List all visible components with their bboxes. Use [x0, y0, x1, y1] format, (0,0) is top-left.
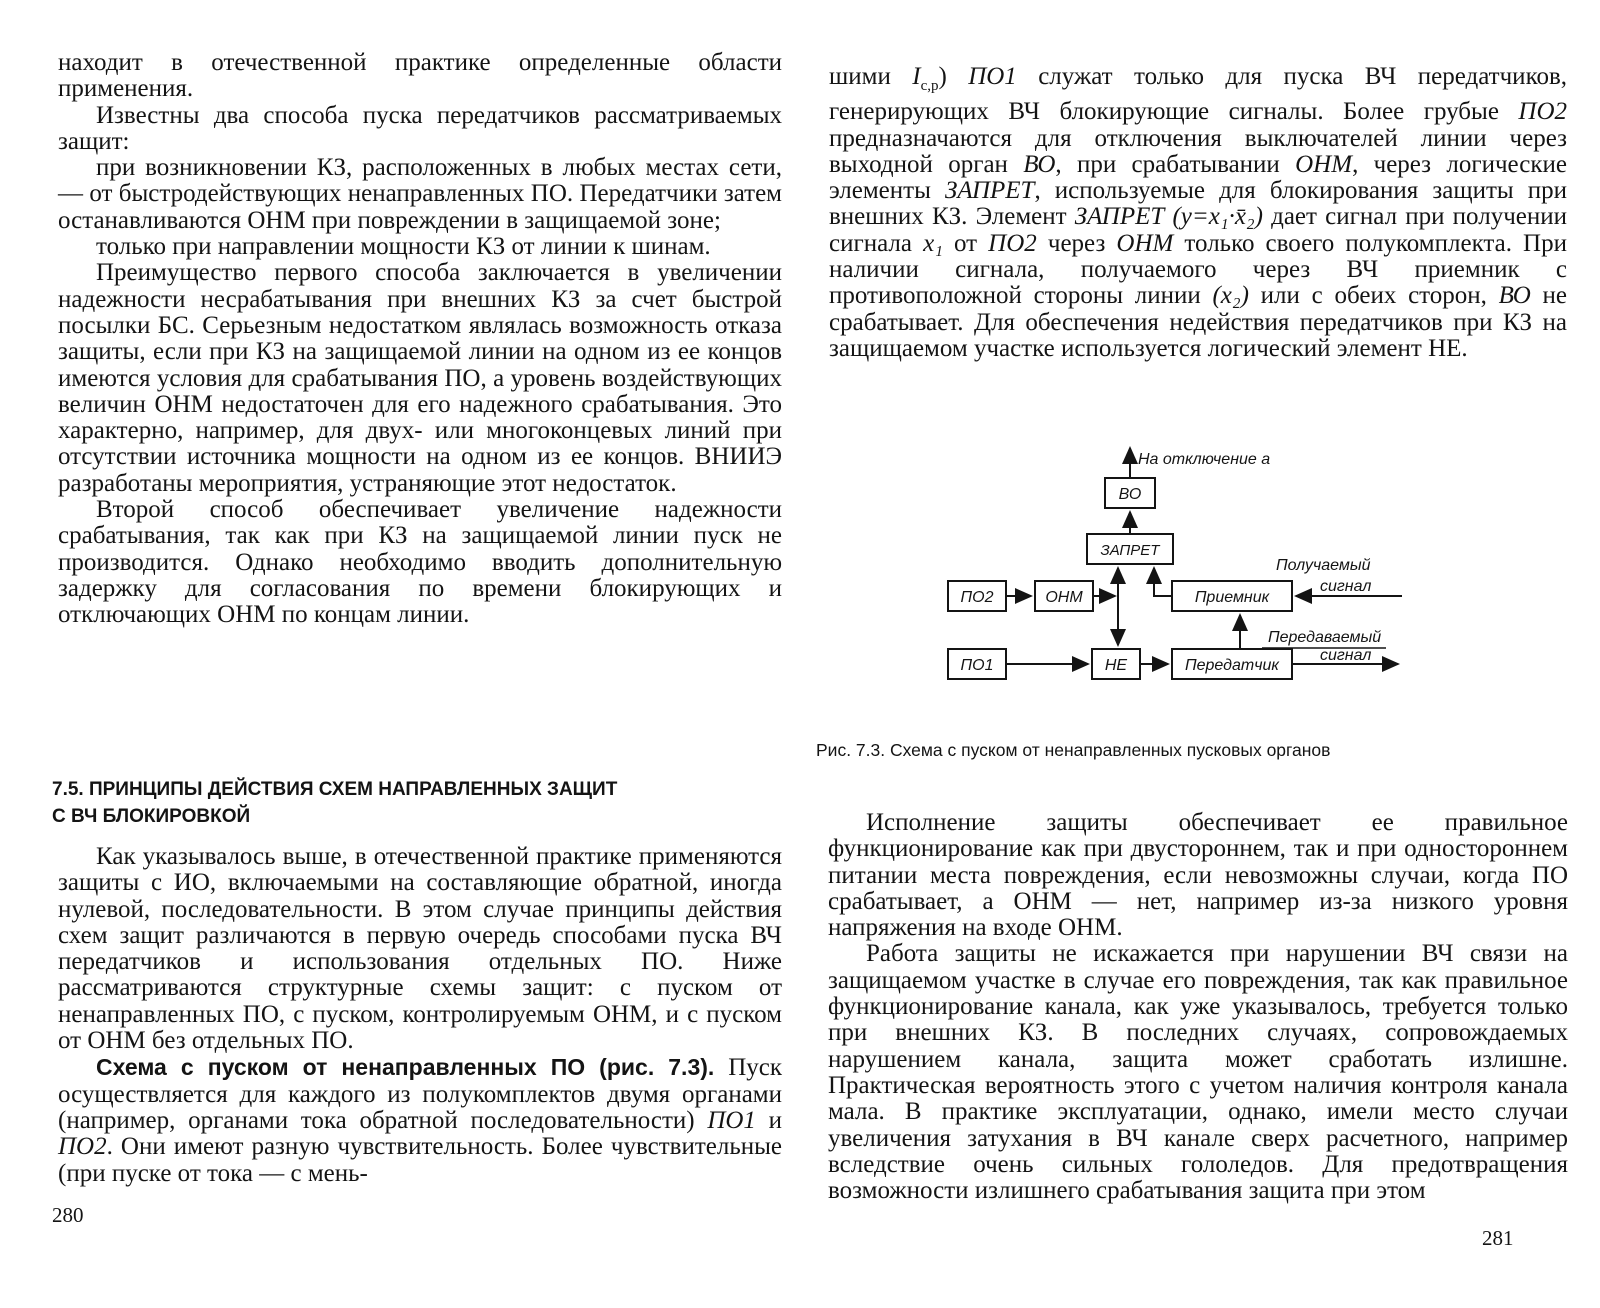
- section-heading: [52, 776, 692, 830]
- block-diagram-figure: [940, 440, 1440, 710]
- paragraph: [58, 1054, 782, 1186]
- italic-term: ОНМ: [1295, 150, 1353, 178]
- italic-term: ВО: [1498, 282, 1531, 310]
- text-run: только своего полукомплекта. При наличии сигнала, получаемого через ВЧ приемник с противоположной стороны линии: [829, 229, 1567, 310]
- bold-lead: Схема с пуском от ненаправленных ПО (рис. 7.3).: [96, 1054, 715, 1081]
- text-run: предназначаются для отключения выключателей линии через выходной орган: [829, 124, 1567, 178]
- paragraph: Работа защиты не искажается при нарушении ВЧ связи на защищаемом участке в случае его повреждения, так как правильное функционирование канала, как уже указывалось, требуется только при внешних КЗ. В последних случаях, сопровождаемых нарушением канала, защита может сработать излишне. Практическая вероятность этого с учетом наличия контроля канала мала. В практике эксплуатации, однако, имели место случаи увеличения затухания в ВЧ канале сверх расчетного, например вследствие очень сильных гололедов. Для предотвращения возможности излишнего срабатывания защита при этом: [828, 940, 1568, 1205]
- paragraph: Исполнение защиты обеспечивает ее правильное функционирование как при двустороннем, так и при одностороннем питании места повреждения, если невозможны случаи, когда ПО срабатывает, а ОНМ — нет, например из-за низкого уровня напряжения на входе ОНМ.: [828, 809, 1568, 942]
- page-number: 281: [1482, 1226, 1514, 1250]
- paragraph: Второй способ обеспечивает увеличение надежности срабатывания, так как при КЗ на защищаемой линии пуск не производится. Однако необходимо вводить дополнительную задержку для согласования по времени блокирующих и отключающих ОНМ по концам линии.: [58, 496, 782, 629]
- zapret-label: ЗАПРЕТ: [1100, 542, 1160, 559]
- output-label: На отключение a: [1138, 451, 1271, 468]
- text-run: , через логические элементы: [829, 150, 1567, 205]
- text-run: , используемые для блокирования защиты при внешних КЗ. Элемент: [829, 177, 1567, 231]
- italic-term: (x₂): [1212, 282, 1249, 310]
- po1-label: ПО1: [960, 657, 994, 674]
- left-text-column-2: [58, 844, 782, 1187]
- text-run: ): [938, 63, 969, 90]
- text-run: , при срабатывании: [1055, 150, 1296, 178]
- vo-label: ВО: [1118, 486, 1142, 503]
- section-heading-line: 7.5. ПРИНЦИПЫ ДЕЙСТВИЯ СХЕМ НАПРАВЛЕННЫХ ЗАЩИТ: [52, 779, 618, 800]
- italic-term: x₁: [923, 229, 943, 257]
- text-run: или с обеих сторон,: [1248, 282, 1499, 310]
- italic-term: ПО2: [1518, 98, 1567, 126]
- italic-term: ПО2: [988, 229, 1037, 257]
- transmitted-signal-label-2: сигнал: [1320, 647, 1372, 664]
- text-run: служат только для пуска ВЧ передатчиков, генерирующих ВЧ блокирующие сигналы. Более грубые: [829, 63, 1567, 126]
- text-run: и: [755, 1106, 782, 1134]
- italic-term: ОНМ: [1116, 229, 1174, 257]
- formula: (y=x₁·x̄₂): [1172, 203, 1263, 231]
- text-run: шими: [829, 63, 913, 90]
- text-run: дает сигнал при получении сигнала: [829, 203, 1567, 257]
- paragraph: находит в отечественной практике определенные области применения.: [58, 49, 782, 103]
- onm-label: ОНМ: [1045, 589, 1083, 606]
- received-signal-label-2: сигнал: [1320, 578, 1372, 595]
- left-text-column: [58, 50, 782, 629]
- list-item: при возникновении КЗ, расположенных в любых местах сети, — от быстродействующих ненаправленных ПО. Передатчики затем останавливаются ОНМ при повреждении в защищаемой зоне;: [58, 154, 782, 234]
- text-run: от: [942, 229, 989, 257]
- italic-term: ВО: [1023, 150, 1056, 178]
- right-text-column-2: [828, 810, 1568, 1204]
- paragraph: [829, 64, 1567, 362]
- page-number: 280: [52, 1203, 84, 1227]
- text-run: . Они имеют разную чувствительность. Более чувствительные (при пуске от тока — с мень-: [58, 1133, 782, 1187]
- italic-term: ЗАПРЕТ: [944, 177, 1035, 205]
- figure-caption: Рис. 7.3. Схема с пуском от ненаправленных пусковых органов: [816, 740, 1331, 760]
- peredatchik-label: Передатчик: [1185, 657, 1279, 674]
- received-signal-label-1: Получаемый: [1276, 557, 1371, 574]
- priemnik-to-zapret-arrow: [1154, 568, 1172, 596]
- paragraph: Преимущество первого способа заключается в увеличении надежности несрабатывания при внешних КЗ за счет быстрой посылки БС. Серьезным недостатком являлась возможность отказа защиты, если при КЗ на защищаемой линии на одном из ее концов имеются условия для срабатывания ПО, а уровень воздействующих величин ОНМ недостаточен для его надежного срабатывания. Это характерно, например, для двух- или многоконцевых линий при отсутствии источника мощности на одном из ее концов. ВНИИЭ разработаны мероприятия, устраняющие этот недостаток.: [58, 259, 782, 497]
- italic-term: ПО2: [58, 1133, 107, 1161]
- ne-label: НЕ: [1104, 657, 1128, 674]
- transmitted-signal-label-1: Передаваемый: [1268, 629, 1382, 646]
- text-run: через: [1036, 229, 1117, 257]
- paragraph: Известны два способа пуска передатчиков рассматриваемых защит:: [58, 101, 782, 155]
- italic-term: ЗАПРЕТ: [1074, 203, 1165, 231]
- italic-term: ПО1: [968, 63, 1017, 90]
- paragraph: Как указывалось выше, в отечественной практике применяются защиты с ИО, включаемыми на составляющие обратной, иногда нулевой, последовательности. В этом случае принципы действия схем защит различаются в первую очередь способами пуска ВЧ передатчиков и использования отдельных ПО. Ниже рассматриваются структурные схемы защит: с пуском от ненаправленных ПО, с пуском, контролируемым ОНМ, и с пуском от ОНМ без отдельных ПО.: [58, 843, 782, 1055]
- right-page: [800, 0, 1600, 1308]
- priemnik-label: Приемник: [1194, 589, 1270, 606]
- list-item: только при направлении мощности КЗ от линии к шинам.: [96, 233, 711, 261]
- text-run: не срабатывает. Для обеспечения недействия передатчиков при КЗ на защищаемом участке используется логический элемент НЕ.: [829, 282, 1567, 362]
- right-text-column: [829, 64, 1567, 362]
- subscript: с,р: [920, 78, 939, 94]
- italic-term: I: [912, 63, 921, 90]
- po2-label: ПО2: [960, 589, 994, 606]
- italic-term: ПО1: [707, 1106, 756, 1134]
- text-run: Пуск осуществляется для каждого из полукомплектов двумя органами (например, органами тока обратной последовательности): [58, 1054, 783, 1134]
- section-heading-line: С ВЧ БЛОКИРОВКОЙ: [52, 806, 251, 827]
